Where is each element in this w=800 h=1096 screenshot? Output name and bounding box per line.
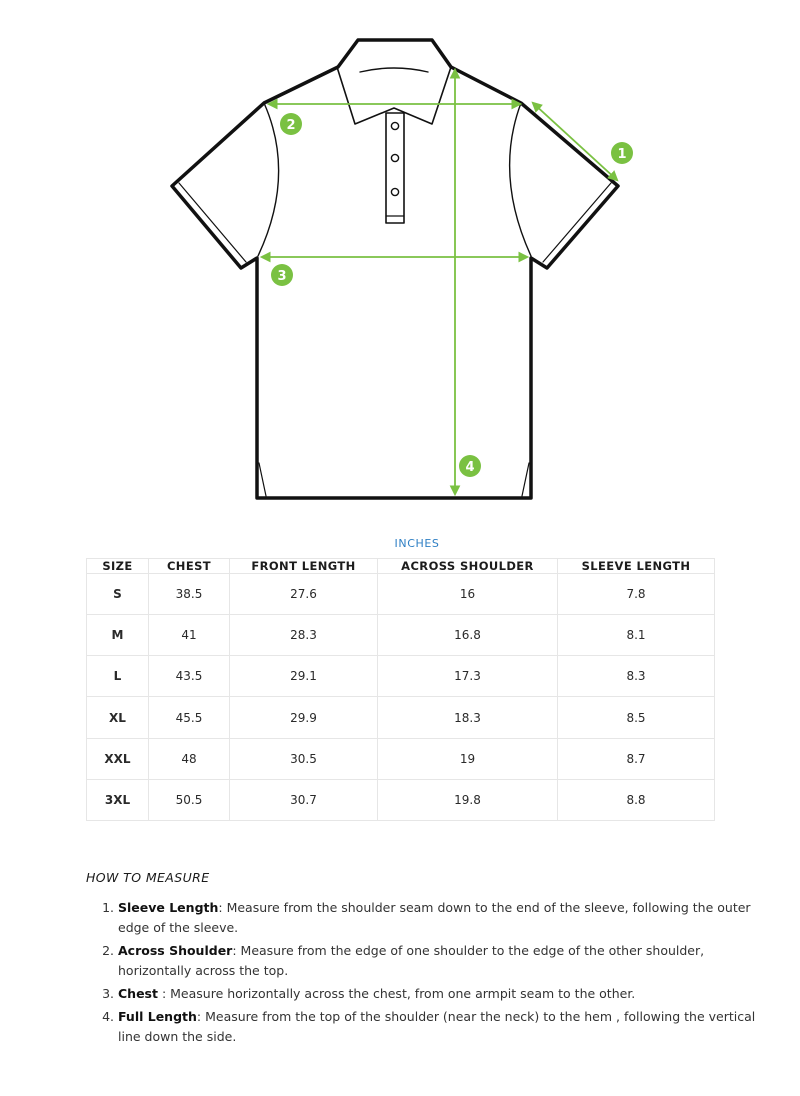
table-header-row [87,559,715,574]
chest-cell: 38.5 [149,574,230,615]
table-row [87,697,715,738]
chest-cell: 43.5 [149,656,230,697]
step-text: Measure from the edge of one shoulder to the edge of the other shoulder, horizontally across the top. [118,943,705,978]
across-shoulder-cell: 18.3 [378,697,558,738]
across-shoulder-cell: 17.3 [378,656,558,697]
front-length-cell: 30.7 [230,779,378,820]
front-length-cell: 30.5 [230,738,378,779]
front-length-cell: 29.9 [230,697,378,738]
right-sleeve-hem [543,183,611,262]
units-label: INCHES [394,537,440,550]
sleeve-length-guide [533,103,617,180]
how-to-measure-heading: HOW TO MEASURE [86,870,210,885]
marker-3-badge [271,264,293,286]
front-length-cell: 27.6 [230,574,378,615]
header-sleeve-length: SLEEVE LENGTH [558,559,715,574]
step-separator: : [196,1009,202,1024]
step-separator: : [232,943,237,958]
measurement-guides [262,70,617,494]
step-term: Across Shoulder [118,943,233,958]
header-size: SIZE [87,559,149,574]
step-separator: : [218,900,223,915]
across-shoulder-cell: 16 [378,574,558,615]
marker-2-label: 2 [286,118,296,133]
left-sleeve-hem [179,183,246,262]
marker-4-badge [459,455,481,477]
size-cell: XL [87,697,149,738]
table-row [87,615,715,656]
header-across-shoulder: ACROSS SHOULDER [378,559,558,574]
list-item [118,898,758,938]
sleeve-length-cell: 8.8 [558,779,715,820]
step-term: Full Length [118,1009,197,1024]
left-armhole-seam [258,103,279,256]
polo-shirt-outline [172,40,618,498]
table-row [87,656,715,697]
header-chest: CHEST [149,559,230,574]
front-length-cell: 29.1 [230,656,378,697]
across-shoulder-cell: 16.8 [378,615,558,656]
left-side-vent [259,463,266,496]
button [391,154,398,161]
size-cell: S [87,574,149,615]
table-row [87,574,715,615]
size-chart-table [86,558,715,821]
right-armhole-seam [510,103,531,256]
chest-cell: 48 [149,738,230,779]
sleeve-length-cell: 8.5 [558,697,715,738]
collar-band [360,68,428,72]
shirt-diagram [0,0,800,520]
sleeve-length-cell: 8.3 [558,656,715,697]
chest-cell: 41 [149,615,230,656]
sleeve-length-cell: 8.7 [558,738,715,779]
chest-cell: 45.5 [149,697,230,738]
marker-2-badge [280,113,302,135]
size-cell: L [87,656,149,697]
list-item [118,984,758,1004]
measure-steps-list [86,898,758,1050]
marker-3-label: 3 [277,269,287,284]
step-term: Chest [118,986,158,1001]
collar-front [337,40,451,124]
across-shoulder-cell: 19 [378,738,558,779]
sleeve-length-cell: 7.8 [558,574,715,615]
table-row [87,779,715,820]
button [391,122,398,129]
marker-4-label: 4 [465,460,475,475]
right-side-vent [522,463,529,496]
size-cell: M [87,615,149,656]
size-cell: XXL [87,738,149,779]
table-row [87,738,715,779]
marker-1-label: 1 [617,147,627,162]
list-item [118,1007,758,1047]
size-cell: 3XL [87,779,149,820]
marker-1-badge [611,142,633,164]
list-item [118,941,758,981]
step-text: Measure from the top of the shoulder (near the neck) to the hem , following the vertical line down the side. [118,1009,756,1044]
across-shoulder-cell: 19.8 [378,779,558,820]
sleeve-length-cell: 8.1 [558,615,715,656]
step-separator: : [157,986,167,1001]
step-text: Measure from the shoulder seam down to the end of the sleeve, following the outer edge of the sleeve. [118,900,751,935]
step-term: Sleeve Length [118,900,219,915]
front-length-cell: 28.3 [230,615,378,656]
button [391,188,398,195]
header-front-length: FRONT LENGTH [230,559,378,574]
step-text: Measure horizontally across the chest, from one armpit seam to the other. [166,986,636,1001]
chest-cell: 50.5 [149,779,230,820]
